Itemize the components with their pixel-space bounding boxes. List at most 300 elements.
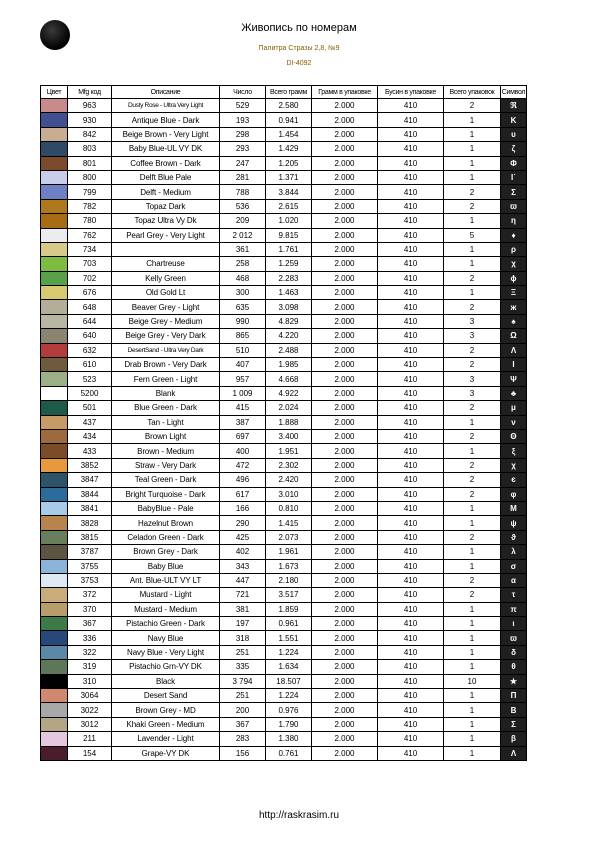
cell-code: 801	[68, 156, 112, 170]
color-swatch	[41, 588, 68, 602]
cell-pack-beads: 410	[378, 156, 444, 170]
table-row	[41, 386, 527, 400]
cell-count: 247	[220, 156, 266, 170]
table-row	[41, 170, 527, 184]
cell-pack-beads: 410	[378, 588, 444, 602]
cell-description: BabyBlue - Pale	[112, 501, 220, 515]
cell-pack-beads: 410	[378, 300, 444, 314]
color-swatch	[41, 703, 68, 717]
color-swatch	[41, 127, 68, 141]
table-row	[41, 329, 527, 343]
symbol-glyph: Μ	[510, 504, 517, 514]
cell-description: Mustard - Medium	[112, 602, 220, 616]
table-row	[41, 545, 527, 559]
cell-pack-grams: 2.000	[312, 228, 378, 242]
cell-code: 3022	[68, 703, 112, 717]
cell-count: 343	[220, 559, 266, 573]
cell-pack-beads: 410	[378, 545, 444, 559]
cell-count: 251	[220, 645, 266, 659]
cell-code: 372	[68, 588, 112, 602]
cell-description: Dusty Rose - Ultra Very Light	[112, 99, 220, 113]
cell-total-grams: 1.551	[266, 631, 312, 645]
cell-description: Brown Light	[112, 429, 220, 443]
cell-pack-beads: 410	[378, 617, 444, 631]
cell-code: 3753	[68, 573, 112, 587]
cell-total-packs: 1	[444, 142, 501, 156]
cell-symbol	[501, 286, 527, 300]
cell-pack-grams: 2.000	[312, 358, 378, 372]
cell-symbol	[501, 487, 527, 501]
cell-symbol	[501, 732, 527, 746]
color-swatch	[41, 99, 68, 113]
table-row	[41, 530, 527, 544]
symbol-glyph: ♠	[511, 317, 516, 327]
cell-symbol	[501, 372, 527, 386]
cell-pack-grams: 2.000	[312, 199, 378, 213]
cell-code: 640	[68, 329, 112, 343]
footer-url: http://raskrasim.ru	[258, 810, 340, 821]
cell-count: 3 794	[220, 674, 266, 688]
cell-total-grams: 1.761	[266, 242, 312, 256]
cell-code: 434	[68, 429, 112, 443]
cell-count: 367	[220, 717, 266, 731]
table-row	[41, 516, 527, 530]
table-row	[41, 573, 527, 587]
cell-description: Baby Blue-UL VY DK	[112, 142, 220, 156]
cell-total-grams: 3.400	[266, 429, 312, 443]
cell-pack-beads: 410	[378, 501, 444, 515]
cell-total-grams: 1.224	[266, 689, 312, 703]
page-title: Живопись по номерам	[241, 22, 357, 34]
color-swatch	[41, 185, 68, 199]
cell-pack-beads: 410	[378, 358, 444, 372]
cell-code: 3815	[68, 530, 112, 544]
table-row	[41, 286, 527, 300]
cell-description: Brown - Medium	[112, 444, 220, 458]
cell-description: Grape-VY DK	[112, 746, 220, 760]
cell-total-packs: 10	[444, 674, 501, 688]
symbol-glyph: Λ	[510, 345, 517, 355]
cell-code: 676	[68, 286, 112, 300]
cell-pack-beads: 410	[378, 286, 444, 300]
color-swatch	[41, 286, 68, 300]
table-row	[41, 717, 527, 731]
cell-pack-beads: 410	[378, 142, 444, 156]
table-row	[41, 271, 527, 285]
symbol-glyph: Ι˙	[511, 173, 516, 183]
cell-total-packs: 2	[444, 473, 501, 487]
table-row	[41, 559, 527, 573]
color-swatch	[41, 329, 68, 343]
color-swatch	[41, 170, 68, 184]
cell-pack-grams: 2.000	[312, 487, 378, 501]
table-row	[41, 300, 527, 314]
cell-pack-grams: 2.000	[312, 703, 378, 717]
cell-total-packs: 1	[444, 617, 501, 631]
col-header-pack-beads: Бусин в упаковке	[378, 86, 444, 99]
col-header-code: Mfg код	[68, 86, 112, 99]
symbol-glyph: Π	[510, 691, 517, 701]
table-row	[41, 703, 527, 717]
cell-total-grams: 1.205	[266, 156, 312, 170]
color-swatch	[41, 645, 68, 659]
cell-total-grams: 3.844	[266, 185, 312, 199]
cell-symbol	[501, 127, 527, 141]
color-swatch	[41, 386, 68, 400]
color-swatch	[41, 372, 68, 386]
cell-total-packs: 1	[444, 660, 501, 674]
cell-symbol	[501, 99, 527, 113]
cell-code: 762	[68, 228, 112, 242]
cell-description: Baby Blue	[112, 559, 220, 573]
cell-total-grams: 1.673	[266, 559, 312, 573]
cell-pack-beads: 410	[378, 703, 444, 717]
table-body	[41, 99, 527, 761]
cell-total-packs: 3	[444, 372, 501, 386]
cell-pack-grams: 2.000	[312, 501, 378, 515]
cell-code: 5200	[68, 386, 112, 400]
cell-total-packs: 1	[444, 257, 501, 271]
color-swatch	[41, 545, 68, 559]
symbol-glyph: ϖ	[510, 633, 517, 643]
cell-total-grams: 1.224	[266, 645, 312, 659]
cell-total-grams: 18.507	[266, 674, 312, 688]
cell-description: Topaz Ultra Vy Dk	[112, 214, 220, 228]
color-swatch	[41, 717, 68, 731]
cell-total-grams: 1.454	[266, 127, 312, 141]
cell-count: 407	[220, 358, 266, 372]
cell-pack-grams: 2.000	[312, 401, 378, 415]
cell-symbol	[501, 113, 527, 127]
cell-total-packs: 1	[444, 645, 501, 659]
cell-total-packs: 1	[444, 746, 501, 760]
cell-total-grams: 2.283	[266, 271, 312, 285]
table-row	[41, 746, 527, 760]
cell-description: Antique Blue - Dark	[112, 113, 220, 127]
cell-count: 258	[220, 257, 266, 271]
cell-count: 361	[220, 242, 266, 256]
cell-code: 3844	[68, 487, 112, 501]
cell-total-grams: 4.668	[266, 372, 312, 386]
cell-total-grams: 4.220	[266, 329, 312, 343]
cell-code: 367	[68, 617, 112, 631]
cell-total-grams: 2.488	[266, 343, 312, 357]
cell-symbol	[501, 199, 527, 213]
cell-symbol	[501, 386, 527, 400]
cell-pack-beads: 410	[378, 530, 444, 544]
cell-code: 648	[68, 300, 112, 314]
cell-total-grams: 0.810	[266, 501, 312, 515]
col-header-count: Число	[220, 86, 266, 99]
cell-count: 251	[220, 689, 266, 703]
cell-description: Teal Green - Dark	[112, 473, 220, 487]
cell-pack-beads: 410	[378, 516, 444, 530]
cell-total-grams: 1.415	[266, 516, 312, 530]
cell-symbol	[501, 501, 527, 515]
cell-total-packs: 1	[444, 545, 501, 559]
cell-count: 283	[220, 732, 266, 746]
symbol-glyph: Θ	[510, 432, 517, 442]
cell-symbol	[501, 156, 527, 170]
cell-symbol	[501, 746, 527, 760]
symbol-glyph: β	[511, 734, 516, 744]
cell-code: 800	[68, 170, 112, 184]
cell-total-grams: 2.302	[266, 458, 312, 472]
cell-pack-grams: 2.000	[312, 372, 378, 386]
cell-symbol	[501, 631, 527, 645]
cell-total-packs: 1	[444, 559, 501, 573]
cell-pack-grams: 2.000	[312, 516, 378, 530]
cell-description: Delft Blue Pale	[112, 170, 220, 184]
cell-pack-grams: 2.000	[312, 343, 378, 357]
cell-pack-beads: 410	[378, 199, 444, 213]
cell-pack-beads: 410	[378, 559, 444, 573]
cell-code: 963	[68, 99, 112, 113]
symbol-glyph: ψ	[510, 518, 517, 528]
table-row	[41, 631, 527, 645]
cell-pack-grams: 2.000	[312, 444, 378, 458]
cell-symbol	[501, 602, 527, 616]
symbol-glyph: ϑ	[511, 532, 516, 542]
cell-description: Blank	[112, 386, 220, 400]
cell-description: Beige Grey - Medium	[112, 314, 220, 328]
symbol-glyph: δ	[511, 648, 516, 658]
cell-pack-beads: 410	[378, 473, 444, 487]
color-swatch	[41, 415, 68, 429]
cell-pack-beads: 410	[378, 415, 444, 429]
color-swatch	[41, 343, 68, 357]
cell-count: 381	[220, 602, 266, 616]
color-swatch	[41, 674, 68, 688]
cell-pack-grams: 2.000	[312, 415, 378, 429]
cell-pack-grams: 2.000	[312, 127, 378, 141]
cell-code: 370	[68, 602, 112, 616]
table-row	[41, 142, 527, 156]
color-swatch	[41, 257, 68, 271]
cell-symbol	[501, 415, 527, 429]
col-header-description: Описание	[112, 86, 220, 99]
color-swatch	[41, 242, 68, 256]
cell-symbol	[501, 271, 527, 285]
table-row	[41, 487, 527, 501]
cell-total-packs: 1	[444, 113, 501, 127]
cell-total-packs: 3	[444, 329, 501, 343]
cell-pack-beads: 410	[378, 458, 444, 472]
table-row	[41, 401, 527, 415]
cell-count: 635	[220, 300, 266, 314]
cell-pack-grams: 2.000	[312, 660, 378, 674]
table-row	[41, 113, 527, 127]
cell-total-packs: 1	[444, 156, 501, 170]
cell-pack-beads: 410	[378, 214, 444, 228]
color-swatch	[41, 401, 68, 415]
table-row	[41, 372, 527, 386]
col-header-symbol: Символ	[501, 86, 527, 99]
cell-symbol	[501, 142, 527, 156]
cell-total-packs: 1	[444, 602, 501, 616]
cell-count: 447	[220, 573, 266, 587]
cell-description: Hazelnut Brown	[112, 516, 220, 530]
table-row	[41, 343, 527, 357]
color-swatch	[41, 113, 68, 127]
cell-count: 156	[220, 746, 266, 760]
cell-description: Beige Brown - Very Light	[112, 127, 220, 141]
cell-pack-beads: 410	[378, 717, 444, 731]
col-header-color: Цвет	[41, 86, 68, 99]
symbol-glyph: χ	[511, 259, 516, 269]
cell-count: 510	[220, 343, 266, 357]
cell-symbol	[501, 170, 527, 184]
cell-code: 3852	[68, 458, 112, 472]
cell-total-packs: 1	[444, 242, 501, 256]
cell-count: 957	[220, 372, 266, 386]
cell-code: 3828	[68, 516, 112, 530]
cell-count: 472	[220, 458, 266, 472]
cell-total-grams: 1.888	[266, 415, 312, 429]
cell-total-grams: 0.976	[266, 703, 312, 717]
cell-total-packs: 3	[444, 386, 501, 400]
cell-total-packs: 1	[444, 703, 501, 717]
cell-pack-beads: 410	[378, 674, 444, 688]
palette-table	[40, 85, 527, 761]
cell-symbol	[501, 689, 527, 703]
symbol-glyph: χ	[511, 460, 516, 470]
cell-symbol	[501, 401, 527, 415]
cell-symbol	[501, 660, 527, 674]
color-swatch	[41, 559, 68, 573]
color-swatch	[41, 314, 68, 328]
cell-total-grams: 1.463	[266, 286, 312, 300]
cell-pack-beads: 410	[378, 113, 444, 127]
cell-pack-grams: 2.000	[312, 314, 378, 328]
symbol-glyph: ϖ	[510, 201, 517, 211]
cell-pack-grams: 2.000	[312, 717, 378, 731]
cell-description: Brown Grey - Dark	[112, 545, 220, 559]
cell-code: 3787	[68, 545, 112, 559]
cell-total-packs: 1	[444, 444, 501, 458]
symbol-glyph: ρ	[511, 245, 516, 255]
cell-count: 300	[220, 286, 266, 300]
cell-description: Tan - Light	[112, 415, 220, 429]
cell-total-packs: 1	[444, 286, 501, 300]
color-swatch	[41, 487, 68, 501]
cell-total-grams: 3.010	[266, 487, 312, 501]
cell-pack-grams: 2.000	[312, 473, 378, 487]
cell-description: Chartreuse	[112, 257, 220, 271]
cell-pack-grams: 2.000	[312, 674, 378, 688]
symbol-glyph: ζ	[511, 144, 516, 154]
cell-total-packs: 1	[444, 689, 501, 703]
cell-pack-beads: 410	[378, 429, 444, 443]
cell-total-grams: 1.634	[266, 660, 312, 674]
cell-pack-beads: 410	[378, 314, 444, 328]
cell-pack-beads: 410	[378, 602, 444, 616]
color-swatch	[41, 660, 68, 674]
cell-pack-grams: 2.000	[312, 429, 378, 443]
cell-description: Straw - Very Dark	[112, 458, 220, 472]
color-swatch	[41, 602, 68, 616]
table-row	[41, 645, 527, 659]
palette-subtitle: Палитра Стразы 2,8, №9	[258, 45, 340, 52]
symbol-glyph: π	[510, 604, 517, 614]
color-swatch	[41, 617, 68, 631]
cell-description: Pistachio Green - Dark	[112, 617, 220, 631]
symbol-glyph: K	[510, 115, 517, 125]
symbol-glyph: φ	[510, 489, 517, 499]
cell-code: 336	[68, 631, 112, 645]
cell-total-packs: 2	[444, 99, 501, 113]
symbol-glyph: α	[511, 576, 516, 586]
cell-pack-beads: 410	[378, 401, 444, 415]
cell-code: 319	[68, 660, 112, 674]
cell-description: Ant. Blue-ULT VY LT	[112, 573, 220, 587]
cell-total-packs: 1	[444, 516, 501, 530]
cell-pack-grams: 2.000	[312, 329, 378, 343]
cell-pack-beads: 410	[378, 573, 444, 587]
symbol-glyph: τ	[511, 590, 516, 600]
cell-description: Khaki Green - Medium	[112, 717, 220, 731]
symbol-glyph: є	[511, 475, 516, 485]
symbol-glyph: σ	[510, 561, 517, 571]
cell-pack-beads: 410	[378, 689, 444, 703]
cell-total-grams: 1.951	[266, 444, 312, 458]
color-swatch	[41, 199, 68, 213]
cell-count: 2 012	[220, 228, 266, 242]
cell-symbol	[501, 617, 527, 631]
cell-symbol	[501, 329, 527, 343]
cell-total-grams: 1.371	[266, 170, 312, 184]
cell-pack-beads: 410	[378, 645, 444, 659]
cell-symbol	[501, 530, 527, 544]
symbol-glyph: Φ	[510, 158, 517, 168]
cell-count: 415	[220, 401, 266, 415]
cell-code: 644	[68, 314, 112, 328]
col-header-total-grams: Всего грамм	[266, 86, 312, 99]
cell-count: 293	[220, 142, 266, 156]
cell-symbol	[501, 185, 527, 199]
cell-total-grams: 9.815	[266, 228, 312, 242]
cell-total-grams: 4.829	[266, 314, 312, 328]
cell-count: 200	[220, 703, 266, 717]
cell-total-packs: 2	[444, 401, 501, 415]
cell-pack-grams: 2.000	[312, 631, 378, 645]
cell-pack-beads: 410	[378, 271, 444, 285]
cell-pack-grams: 2.000	[312, 170, 378, 184]
table-row	[41, 588, 527, 602]
table-row	[41, 156, 527, 170]
table-row	[41, 501, 527, 515]
symbol-glyph: Σ	[511, 719, 516, 729]
cell-total-packs: 1	[444, 732, 501, 746]
cell-code: 782	[68, 199, 112, 213]
cell-symbol	[501, 674, 527, 688]
cell-pack-beads: 410	[378, 242, 444, 256]
cell-total-grams: 0.761	[266, 746, 312, 760]
color-swatch	[41, 214, 68, 228]
cell-total-grams: 1.380	[266, 732, 312, 746]
cell-code: 3012	[68, 717, 112, 731]
cell-pack-grams: 2.000	[312, 386, 378, 400]
cell-total-grams: 0.941	[266, 113, 312, 127]
cell-symbol	[501, 645, 527, 659]
cell-total-grams: 3.517	[266, 588, 312, 602]
cell-symbol	[501, 559, 527, 573]
cell-symbol	[501, 314, 527, 328]
color-swatch	[41, 358, 68, 372]
cell-description: Brown Grey - MD	[112, 703, 220, 717]
table-row	[41, 185, 527, 199]
cell-description	[112, 242, 220, 256]
